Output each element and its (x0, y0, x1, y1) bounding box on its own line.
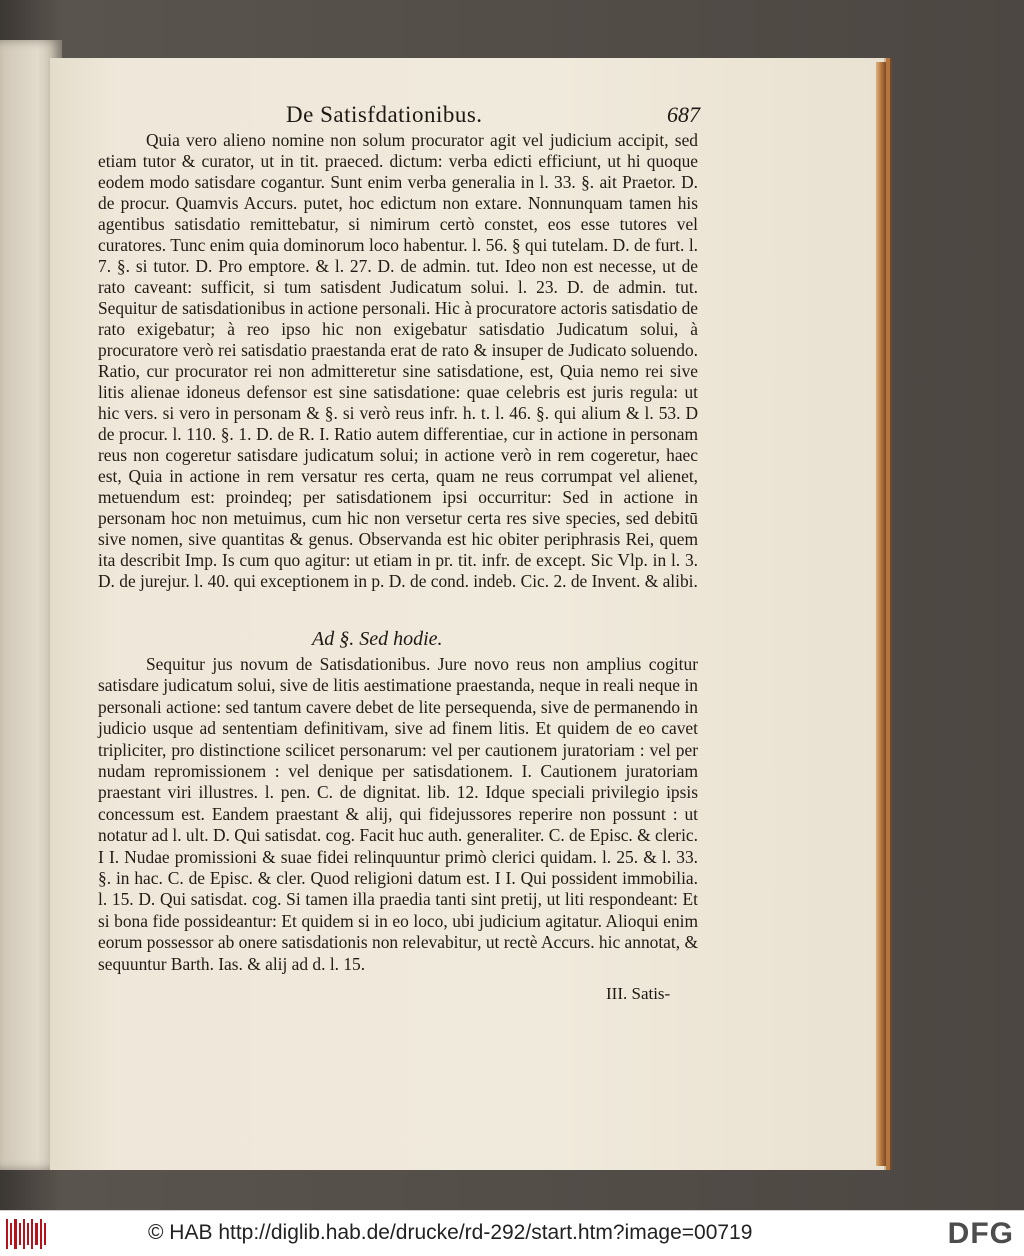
footer-source-link[interactable]: © HAB http://diglib.hab.de/drucke/rd-292/start.htm?image=00719 (148, 1221, 753, 1244)
running-head (140, 102, 700, 132)
running-title: De Satisfdationibus. (286, 102, 483, 127)
hab-barcode-logo-icon (6, 1219, 46, 1249)
dfg-logo: DFG (947, 1217, 1014, 1250)
section-heading: Ad §. Sed hodie. (312, 628, 443, 650)
footer-bar (0, 1210, 1024, 1256)
catchword: III. Satis- (606, 984, 671, 1003)
second-text-block (98, 654, 698, 975)
page-fore-edge (876, 62, 886, 1166)
paragraph-1: Quia vero alieno nomine non solum procurator agit vel judicium accipit, sed etiam tutor & curator, ut in tit. praeced. dictum: verba edicti efficiunt, ut hi quoque eodem modo satisdare cogantur. Sunt enim verba generalia in l. 33. §. ait Praetor. D. de procur. Quamvis Accurs. putet, hoc edictum non extare. Nonnunquam tamen his agentibus satisdatio remittebatur, si nimirum certò constet, eos esse tutores vel curatores. Tunc enim quia dominorum loco habentur. l. 56. § qui tutelam. D. de furt. l. 7. §. si tutor. D. Pro emptore. & l. 27. D. de admin. tut. Ideo non est necesse, ut de rato caveant: sufficit, si tum satisdent Judicatum solui. l. 23. D. de admin. tut. Sequitur de satisdationibus in actione personali. Hic à procuratore actoris satisdatio de rato exigebatur; à reo ipso hic non exigebatur satisdatio Judicatum solui, à procuratore verò rei satisdatio praestanda erat de rato & insuper de Judicato soluendo. Ratio, cur procurator rei non admitteretur sine satisdatione, est, Quia nemo rei sive litis alienae idoneus defensor est sine satisdatione: quae celebris est juris regula: ut hic vers. si vero in personam & §. si verò reus infr. h. t. l. 46. §. qui alium & l. 53. D de procur. l. 110. §. 1. D. de R. I. Ratio autem differentiae, cur in actione in personam reus non cogeretur satisdare judicatum solui; in actione verò in rem cogeretur, haec est, Quia in actione in rem versatur res certa, quam ne reus corrumpat vel alienet, metuendum est: proindeq; per satisdationem ipsi occurritur: Sed in actione in personam hoc non metuimus, cum hic non versetur certa res sive species, sed debitū sive nomen, sive quantitas & genus. Observanda est hic obiter periphrasis Rei, quem ita describit Imp. Is cum quo agitur: ut etiam in pr. tit. infr. de except. Sic Vlp. in l. 3. D. de jurejur. l. 40. qui exceptionem in p. D. de cond. indeb. Cic. 2. de Invent. & alibi. (98, 130, 698, 591)
main-text-block (98, 130, 698, 592)
page-number: 687 (667, 102, 700, 127)
paragraph-2: Sequitur jus novum de Satisdationibus. Jure novo reus non amplius cogitur satisdare judicatum solui, sive de litis aestimatione praestanda, neque in reali neque in personali actione: sed tantum cavere debet de lite persequenda, sive de permanendo in judicio usque ad sententiam definitivam, sive ad finem litis. Et quidem de eo cavet tripliciter, pro distinctione scilicet personarum: vel per cautionem juratoriam : vel per nudam repromissionem : vel denique per satisdationem. I. Cautionem juratoriam praestant viri illustres. l. pen. C. de dignitat. lib. 12. Idque speciali privilegio ipsis concessum est. Eandem praestant & alij, qui fidejussores reperire non possunt : ut notatur ad l. ult. D. Qui satisdat. cog. Facit huc auth. generaliter. C. de Episc. & cleric. I I. Nudae promissioni & suae fidei relinquuntur primò clerici quidam. l. 25. & l. 33. §. in hac. C. de Episc. & cler. Quod religioni datum est. I I. Qui possident immobilia. l. 15. D. Qui satisdat. cog. Si tamen illa praedia tanti sint pretij, ut liti respondeant: Et si bona fide possideantur: Et quidem si in eo loco, ubi judicium agitatur. Alioqui enim eorum possessor ab onere satisdationis non relevabitur, ut rectè Accurs. hic annotat, & sequuntur Barth. Ias. & alij ad d. l. 15. (98, 654, 698, 974)
